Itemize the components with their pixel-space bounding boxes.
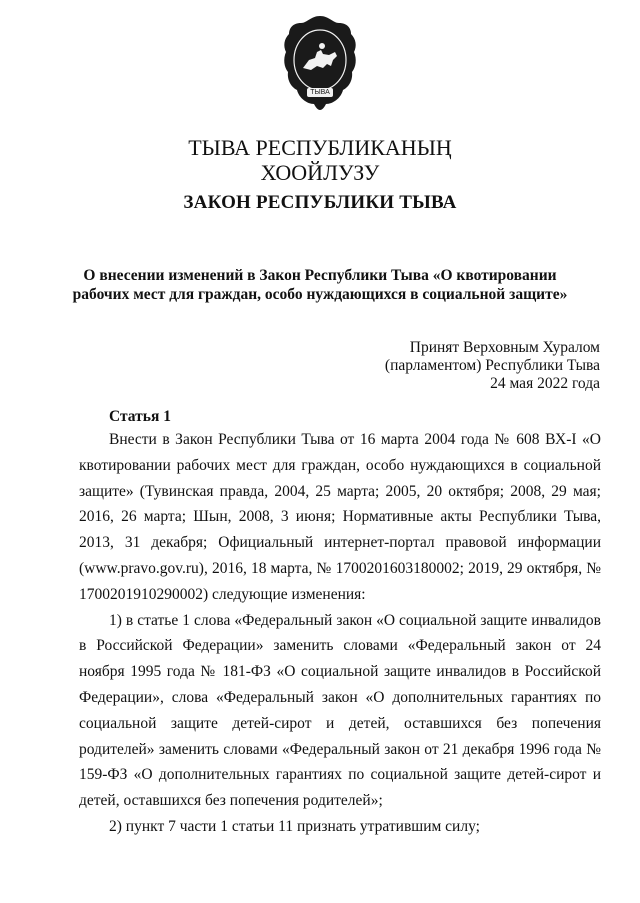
- article-paragraph: Внести в Закон Республики Тыва от 16 марта 2004 года № 608 ВХ-I «О квотировании рабочих мест для граждан, особо нуждающихся в социальной защите» (Тувинская правда, 2004, 25 марта; 2005, 20 октября; 2008, 29 мая; 2016, 26 марта; Шын, 2008, 3 июня; Нормативные акты Республики Тыва, 2013, 31 декабря; Официальный интернет-портал правовой информации (www.pravo.gov.ru), 2016, 18 марта, № 1700201603180002; 2019, 29 октября, № 1700201910290002) следующие изменения:: [79, 431, 601, 603]
- adoption-date: 24 мая 2022 года: [490, 375, 600, 392]
- coat-of-arms-icon: [281, 14, 359, 112]
- subject-line-2: рабочих мест для граждан, особо нуждающихся в социальной защите»: [72, 286, 568, 303]
- adoption-line-2: (парламентом) Республики Тыва: [384, 357, 600, 374]
- subject-line-1: О внесении изменений в Закон Республики Тыва «О квотировании: [83, 267, 557, 284]
- article-body: [79, 427, 601, 840]
- header-line-1: ТЫВА РЕСПУБЛИКАНЫҢ: [188, 135, 452, 160]
- law-subject: [60, 266, 580, 304]
- header-line-2: ХООЙЛУЗУ: [260, 160, 380, 185]
- law-title: ЗАКОН РЕСПУБЛИКИ ТЫВА: [183, 192, 457, 213]
- emblem-label: ТЫВА: [310, 89, 330, 96]
- article-paragraph: 1) в статье 1 слова «Федеральный закон «О социальной защите инвалидов в Российской Федерации» заменить словами «Федеральный закон от 24 ноября 1995 года № 181-ФЗ «О социальной защите инвалидов в Российской Федерации», слова «Федеральный закон «О дополнительных гарантиях по социальной защите детей-сирот и детей, оставшихся без попечения родителей» заменить словами «Федеральный закон от 21 декабря 1996 года № 159-ФЗ «О дополнительных гарантиях по социальной защите детей-сирот и детей, оставшихся без попечения родителей»;: [79, 611, 601, 810]
- adoption-note: [385, 339, 600, 393]
- adoption-line-1: Принят Верховным Хуралом: [409, 339, 600, 356]
- article-heading: Статья 1: [109, 408, 171, 425]
- article-paragraph: 2) пункт 7 части 1 статьи 11 признать утратившим силу;: [109, 817, 480, 835]
